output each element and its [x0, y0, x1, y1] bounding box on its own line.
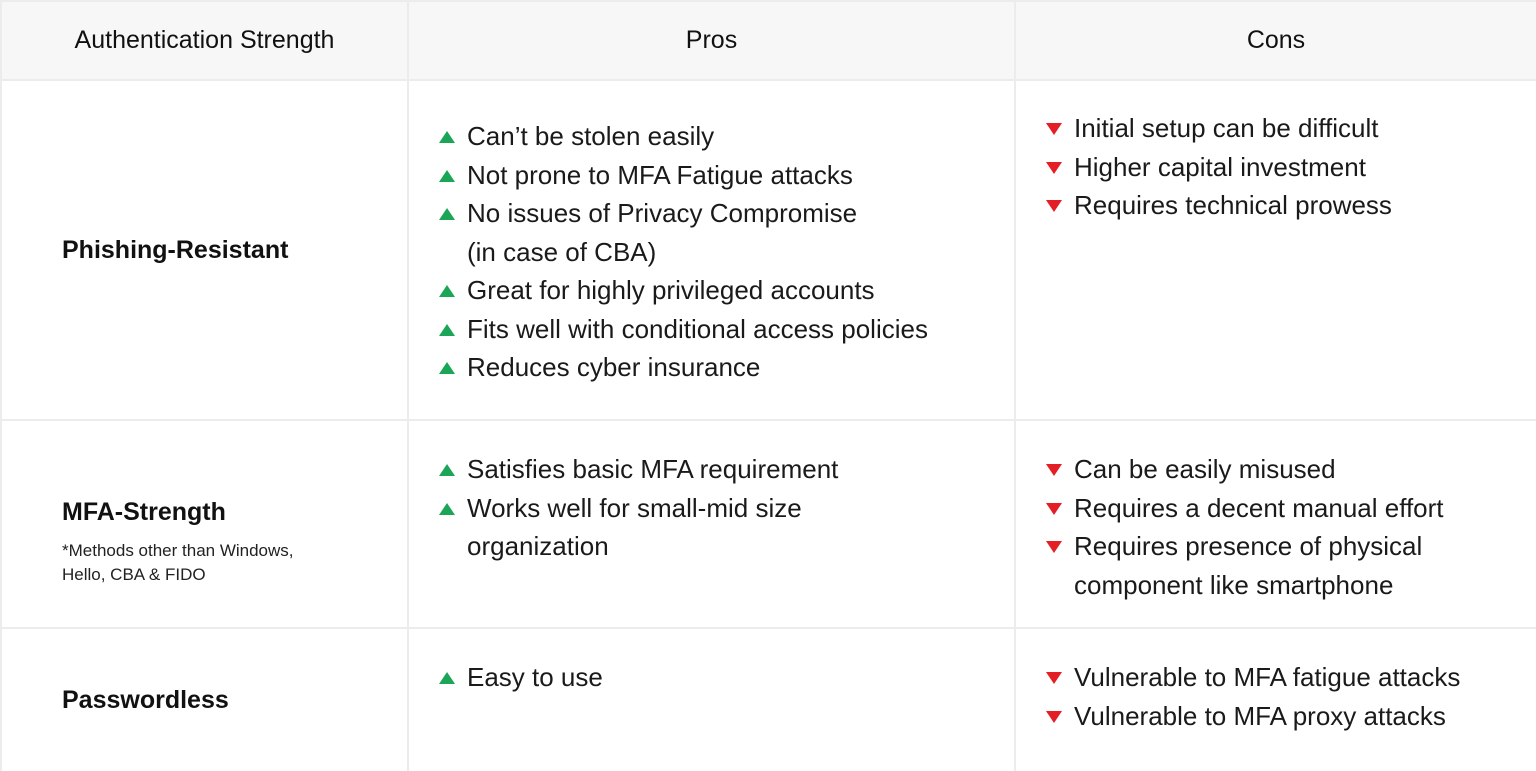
- triangle-down-icon: [1046, 503, 1062, 515]
- list-item: Great for highly privileged accounts: [409, 271, 1014, 310]
- triangle-up-icon: [439, 324, 455, 336]
- pros-list: [409, 117, 1014, 387]
- triangle-down-icon: [1046, 711, 1062, 723]
- triangle-up-icon: [439, 503, 455, 515]
- list-item: Initial setup can be difficult: [1016, 109, 1536, 148]
- triangle-up-icon: [439, 672, 455, 684]
- triangle-down-icon: [1046, 162, 1062, 174]
- cons-list: [1016, 109, 1536, 225]
- cons-cell: [1016, 81, 1536, 421]
- list-item: Requires technical prowess: [1016, 186, 1536, 225]
- list-item: No issues of Privacy Compromise (in case of CBA): [409, 194, 867, 271]
- list-item: Works well for small-mid size organization: [409, 489, 837, 566]
- row-label-mfa-strength: [0, 421, 409, 629]
- triangle-down-icon: [1046, 464, 1062, 476]
- cons-list: [1016, 450, 1536, 604]
- triangle-down-icon: [1046, 200, 1062, 212]
- header-pros: Pros: [409, 0, 1016, 81]
- header-authentication-strength: Authentication Strength: [0, 0, 409, 81]
- triangle-down-icon: [1046, 541, 1062, 553]
- list-item: Not prone to MFA Fatigue attacks: [409, 156, 1014, 195]
- list-item: Vulnerable to MFA proxy attacks: [1016, 697, 1536, 736]
- triangle-up-icon: [439, 362, 455, 374]
- triangle-down-icon: [1046, 123, 1062, 135]
- list-item: Easy to use: [409, 658, 1014, 697]
- triangle-up-icon: [439, 464, 455, 476]
- list-item: Fits well with conditional access policies: [409, 310, 1014, 349]
- pros-list: [409, 658, 1014, 697]
- list-item: Requires a decent manual effort: [1016, 489, 1536, 528]
- pros-cell: [409, 81, 1016, 421]
- list-item: Can’t be stolen easily: [409, 117, 1014, 156]
- triangle-up-icon: [439, 285, 455, 297]
- row-label-passwordless: [0, 629, 409, 771]
- row-label-phishing-resistant: [0, 81, 409, 421]
- triangle-up-icon: [439, 208, 455, 220]
- cons-list: [1016, 658, 1536, 735]
- pros-cell: [409, 629, 1016, 771]
- pros-cell: [409, 421, 1016, 629]
- list-item: Reduces cyber insurance: [409, 348, 1014, 387]
- list-item: Satisfies basic MFA requirement: [409, 450, 1014, 489]
- header-cons: Cons: [1016, 0, 1536, 81]
- pros-list: [409, 450, 1014, 566]
- triangle-up-icon: [439, 131, 455, 143]
- list-item: Requires presence of physical component like smartphone: [1016, 527, 1454, 604]
- row-name: MFA-Strength: [62, 497, 226, 526]
- list-item: Higher capital investment: [1016, 148, 1536, 187]
- list-item: Vulnerable to MFA fatigue attacks: [1016, 658, 1536, 697]
- cons-cell: [1016, 629, 1536, 771]
- row-name: Phishing-Resistant: [62, 235, 289, 264]
- row-name: Passwordless: [62, 685, 229, 714]
- cons-cell: [1016, 421, 1536, 629]
- row-note: *Methods other than Windows, Hello, CBA & FIDO: [62, 540, 294, 584]
- triangle-up-icon: [439, 170, 455, 182]
- triangle-down-icon: [1046, 672, 1062, 684]
- list-item: Can be easily misused: [1016, 450, 1536, 489]
